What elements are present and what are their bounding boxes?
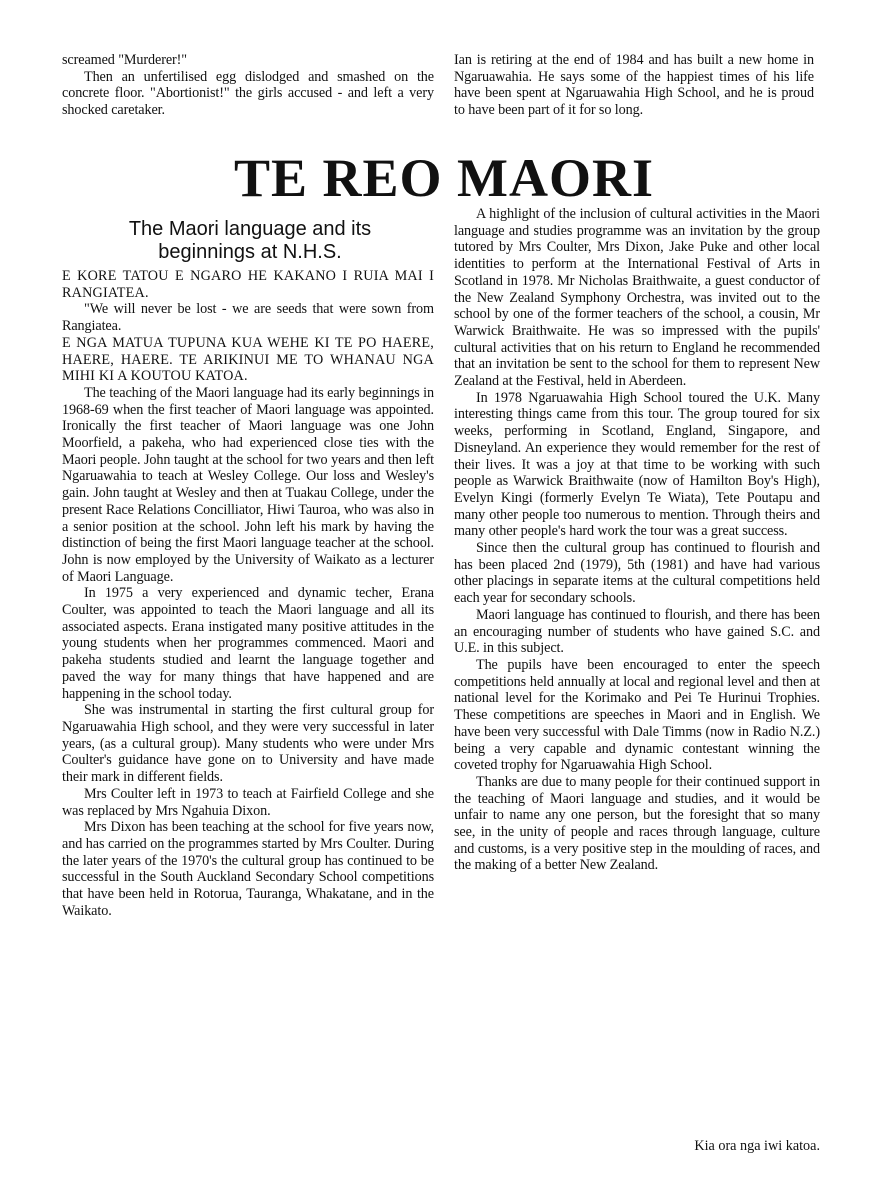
article-left-column xyxy=(62,268,434,919)
article-right-column xyxy=(454,206,820,874)
subtitle: The Maori language and its beginnings at N.H.S. xyxy=(128,218,372,263)
paragraph: A highlight of the inclusion of cultural activities in the Maori language and studies programme was an invitation by the group tutored by Mrs Coulter, Mrs Dixon, Jake Puke and other local identities to perform at the International Festival of Arts in Scotland in 1978. Mr Nicholas Braithwaite, a guest conductor of the New Zealand Symphony Orchestra, was invited out to the school by one of the former teachers of the school, a cousin, Mr Warwick Braithwaite. He was so impressed with the pupils' cultural activities that on his return to England he recommended that an invitation be sent to the school for them to represent New Zealand at the Festival, held in Aberdeen. xyxy=(454,206,820,390)
paragraph: Then an unfertilised egg dislodged and smashed on the concrete floor. "Abortionist!" the girls accused - and left a very shocked caretaker. xyxy=(62,68,434,119)
paragraph: Mrs Coulter left in 1973 to teach at Fairfield College and she was replaced by Mrs Ngahuia Dixon. xyxy=(62,785,434,819)
paragraph: Ian is retiring at the end of 1984 and has built a new home in Ngaruawahia. He says some of the happiest times of his life have been spent at Ngaruawahia High School, and he is proud to have been part of it for so long. xyxy=(454,52,814,119)
paragraph: The pupils have been encouraged to enter the speech competitions held annually at local and regional level and then at national level for the Korimako and Pei Te Hurinui Trophies. These competitions are speeches in Maori and in English. We have been very successful with Dale Timms (now in Radio N.Z.) being a very capable and dynamic contestant winning the coveted trophy for Ngaruawahia High School. xyxy=(454,656,820,774)
previous-article-continuation xyxy=(62,52,434,119)
headline: TE REO MAORI xyxy=(233,148,655,208)
proverb-translation: "We will never be lost - we are seeds that were sown from Rangiatea. xyxy=(62,301,434,335)
paragraph: The teaching of the Maori language had its early beginnings in 1968-69 when the first teacher of Maori language was appointed. Ironically the first teacher of Maori language was one John Moorfield, a pakeha, who had experienced close ties with the Maori people. John taught at the school for two years and then left Ngaruawahia to teach at Wesley College. Our loss and Wesley's gain. John taught at Wesley and then at Tuakau College, under the present Race Relations Concilliator, Hiwi Tauroa, who was also in a senior position at the school. John left his mark by having the distinction of being the first Maori language teacher at the school. John is now employed by the University of Waikato as a lecturer of Maori Language. xyxy=(62,384,434,585)
paragraph: screamed "Murderer!" xyxy=(62,52,187,68)
paragraph: Mrs Dixon has been teaching at the school for five years now, and has carried on the programmes started by Mrs Coulter. During the later years of the 1970's the cultural group has continued to be successful in the South Auckland Secondary School competitions that have been held in Rotorua, Tauranga, Whakatane, and in the Waikato. xyxy=(62,819,434,919)
paragraph: In 1975 a very experienced and dynamic techer, Erana Coulter, was appointed to teach the Maori language and all its associated aspects. Erana instigated many positive attitudes in the young students when her programmes commenced. Maori and pakeha students studied and learnt the language together and paved the way for many things that have happened and are happening in the school today. xyxy=(62,585,434,702)
maori-greeting: E NGA MATUA TUPUNA KUA WEHE KI TE PO HAERE, HAERE, HAERE. TE ARIKINUI ME TO WHANAU NGA MIHI KI A KOUTOU KATOA. xyxy=(62,334,434,385)
paragraph: Maori language has continued to flourish, and there has been an encouraging number of students who have gained S.C. and U.E. in this subject. xyxy=(454,606,820,657)
paragraph: In 1978 Ngaruawahia High School toured the U.K. Many interesting things came from this tour. The group toured for six weeks, performing in Scotland, England, Singapore, and Disneyland. An experience they would remember for the rest of their lives. It was a joy at that time to be working with such people as Warwick Braithwaite (now of Hamilton Boy's High), Evelyn Kingi (formerly Evelyn Te Wiata), Tete Poutapu and many other people too numerous to mention. Through theirs and many other people's hard work the tour was a great success. xyxy=(454,389,820,540)
retirement-note xyxy=(454,52,814,119)
paragraph: Since then the cultural group has continued to flourish and has been placed 2nd (1979), 5th (1981) and have had various other placings in separate items at the cultural competitions held each year for secondary schools. xyxy=(454,540,820,607)
paragraph: She was instrumental in starting the first cultural group for Ngaruawahia High school, and they were very successful in later years, (as a cultural group). Many students who were under Mrs Coulter's guidance have gone on to University and have made their mark in different fields. xyxy=(62,702,434,786)
maori-proverb: E KORE TATOU E NGARO HE KAKANO I RUIA MAI I RANGIATEA. xyxy=(62,268,434,301)
paragraph: Thanks are due to many people for their continued support in the teaching of Maori language and studies, and it would be unfair to name any one person, but the foresight that so many see, in the unity of people and races through language, culture and customs, is a very positive step in the moulding of races, and the making of a better New Zealand. xyxy=(454,773,820,874)
signoff: Kia ora nga iwi katoa. xyxy=(694,1138,820,1154)
